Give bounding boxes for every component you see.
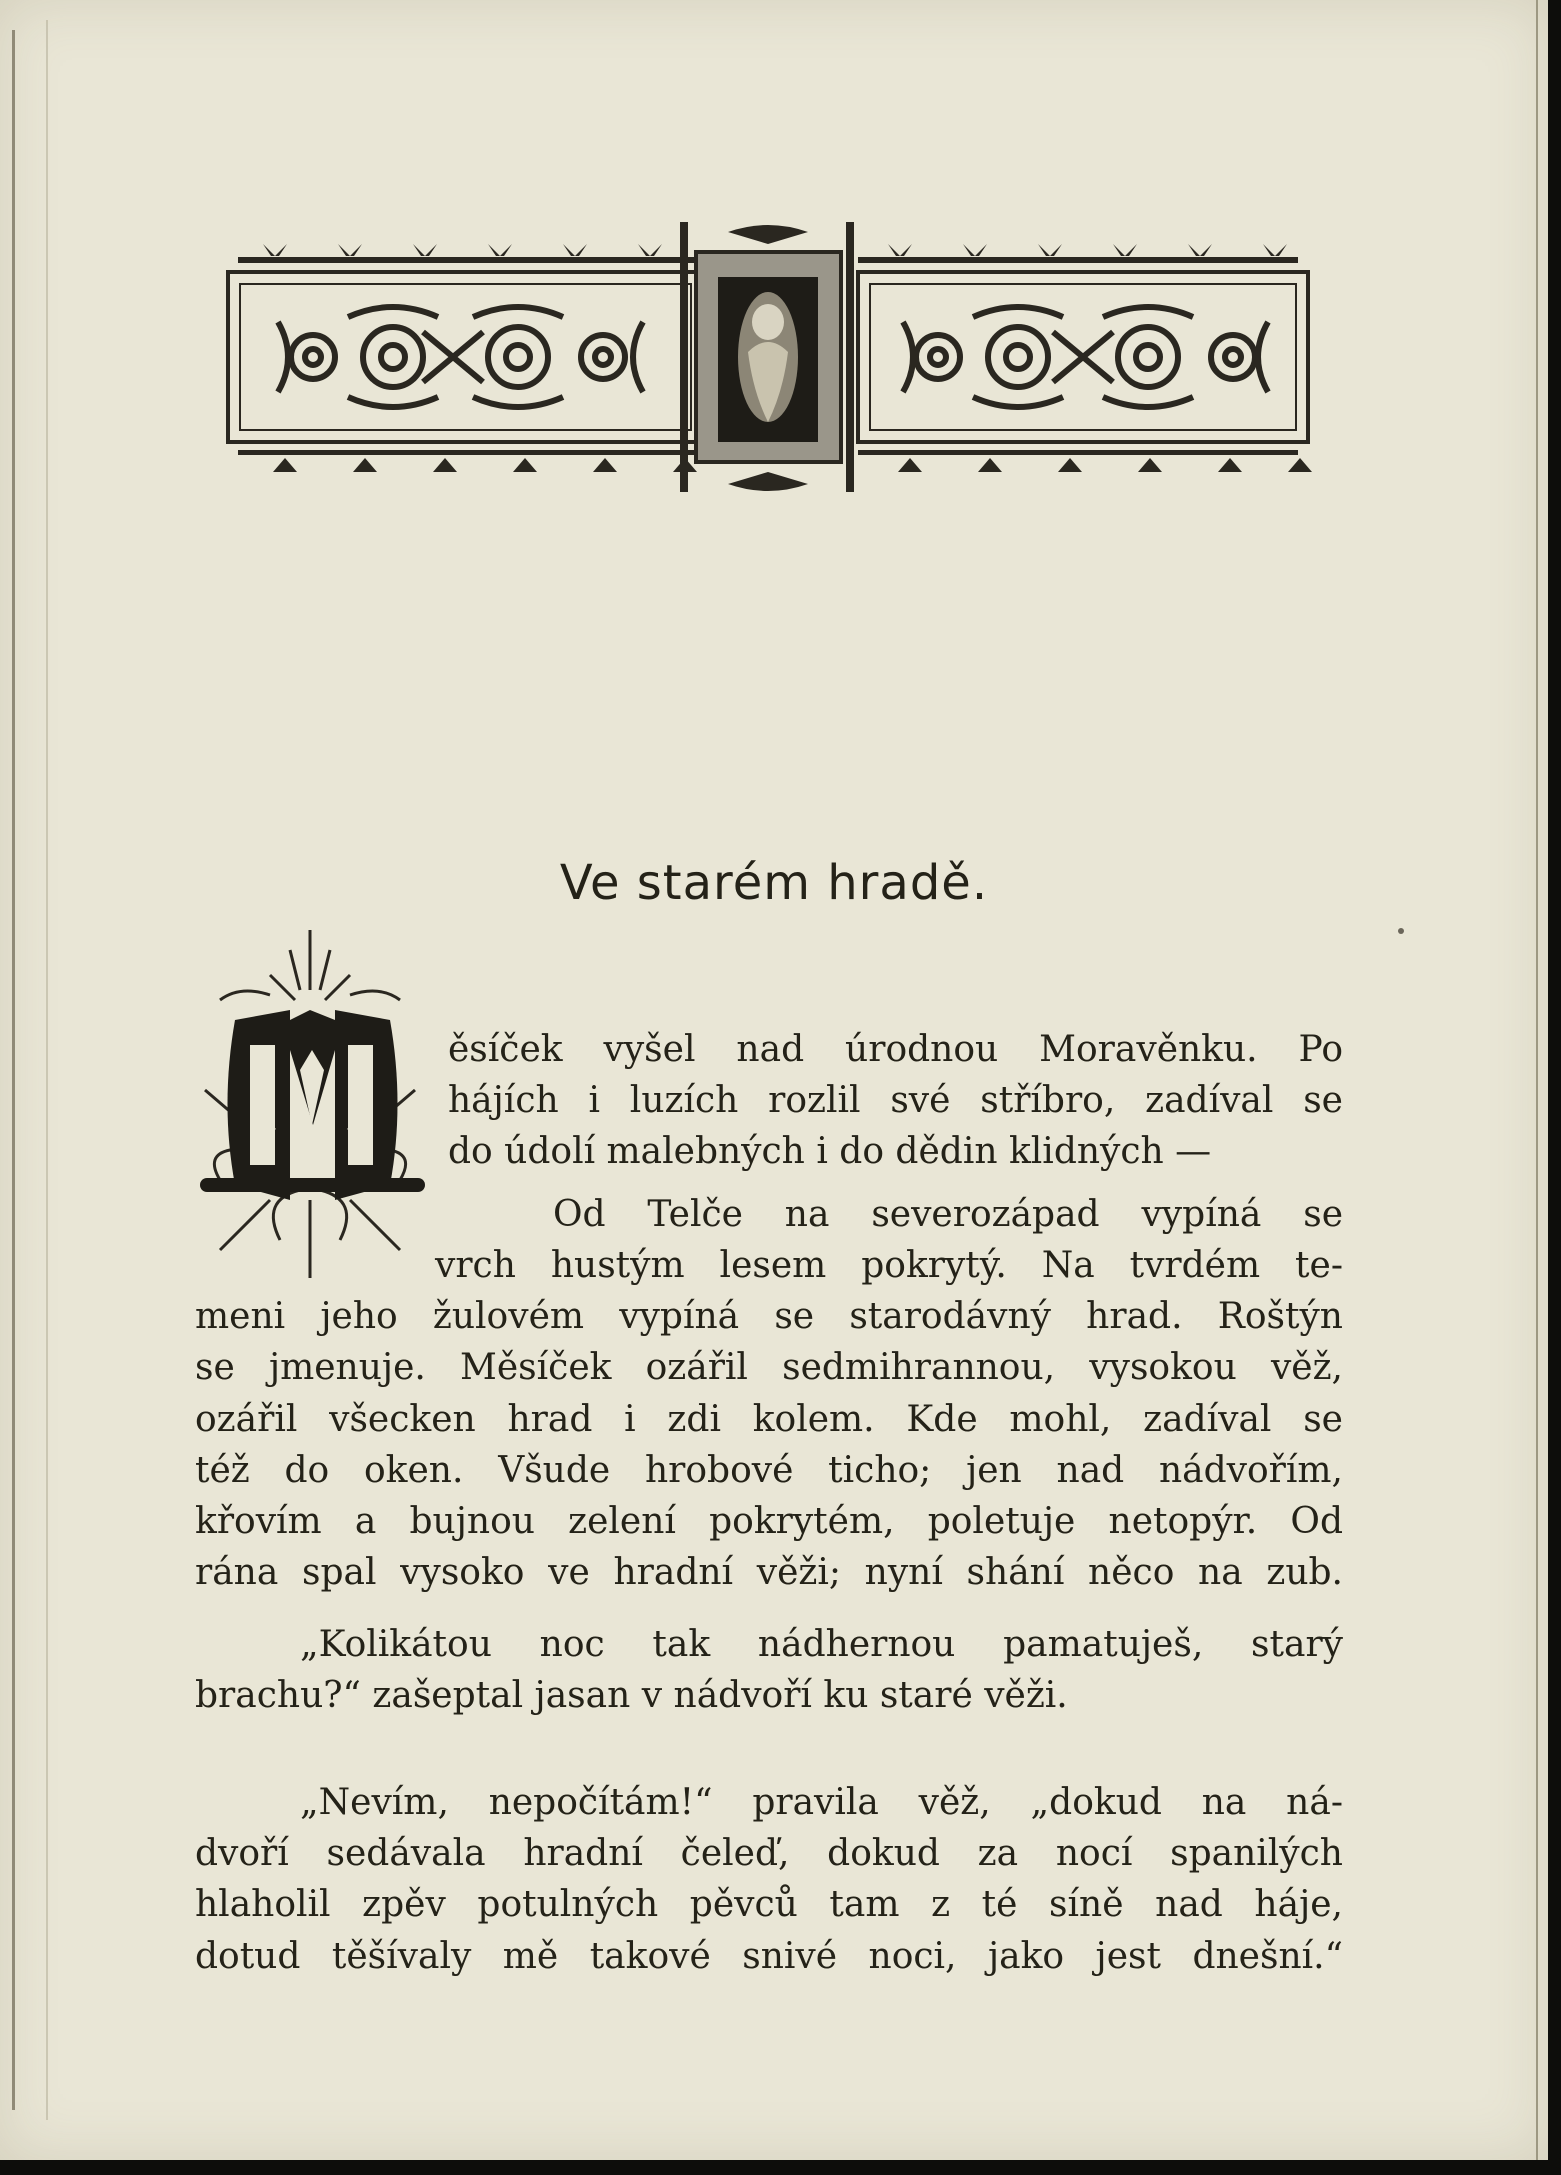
text-line: „Kolikátou noc tak nádhernou pamatuješ, starý (300, 1624, 1343, 1665)
text-line: ozářil všecken hrad i zdi kolem. Kde mohl, zadíval se (195, 1398, 1343, 1440)
text-line: též do oken. Všude hrobové ticho; jen nad nádvořím, (195, 1449, 1343, 1491)
decorated-initial (200, 930, 425, 1280)
left-scrollwork (278, 307, 643, 407)
paragraph-1-indented (553, 1189, 1343, 1240)
text-line: Od Telče na severozápad vypíná se (553, 1194, 1343, 1235)
text-line: dotud těšívaly mě takové snivé noci, jako jest dnešní.“ (195, 1935, 1343, 1977)
text-line: vrch hustým lesem pokrytý. Na tvrdém te- (435, 1245, 1343, 1286)
text-line: brachu?“ zašeptal jasan v nádvoří ku staré věži. (195, 1675, 1068, 1717)
chapter-title: Ve starém hradě. (559, 855, 989, 911)
text-line: hájích i luzích rozlil své stříbro, zadíval se (448, 1080, 1343, 1122)
paragraph-1-body (195, 1240, 1343, 1598)
text-line: do údolí malebných i do dědin klidných — (448, 1131, 1212, 1173)
text-line: ěsíček vyšel nad úrodnou Moravěnku. Po (448, 1029, 1343, 1070)
paragraph-3 (195, 1777, 1343, 1982)
page-edge (1536, 0, 1538, 2160)
ornamental-headpiece (218, 222, 1318, 492)
page-fold (46, 20, 48, 2120)
text-line: dvoří sedávala hradní čeleď, dokud za nocí spanilých (195, 1833, 1343, 1875)
text-line: rána spal vysoko ve hradní věži; nyní shání něco na zub. (195, 1552, 1343, 1594)
right-scrollwork (903, 307, 1268, 407)
central-medallion (680, 222, 854, 492)
binding-edge (12, 30, 15, 2110)
paragraph-2 (195, 1619, 1343, 1721)
paragraph-1-opening (448, 1024, 1343, 1178)
text-line: meni jeho žulovém vypíná se starodávný hrad. Roštýn (195, 1296, 1343, 1338)
text-line: křovím a bujnou zelení pokrytém, poletuje netopýr. Od (195, 1501, 1343, 1543)
ink-speck (1398, 928, 1404, 934)
text-line: se jmenuje. Měsíček ozářil sedmihrannou, vysokou věž, (195, 1347, 1343, 1389)
text-line: hlaholil zpěv potulných pěvců tam z té síně nad háje, (195, 1884, 1343, 1926)
text-line: „Nevím, nepočítám!“ pravila věž, „dokud na ná- (300, 1782, 1343, 1823)
